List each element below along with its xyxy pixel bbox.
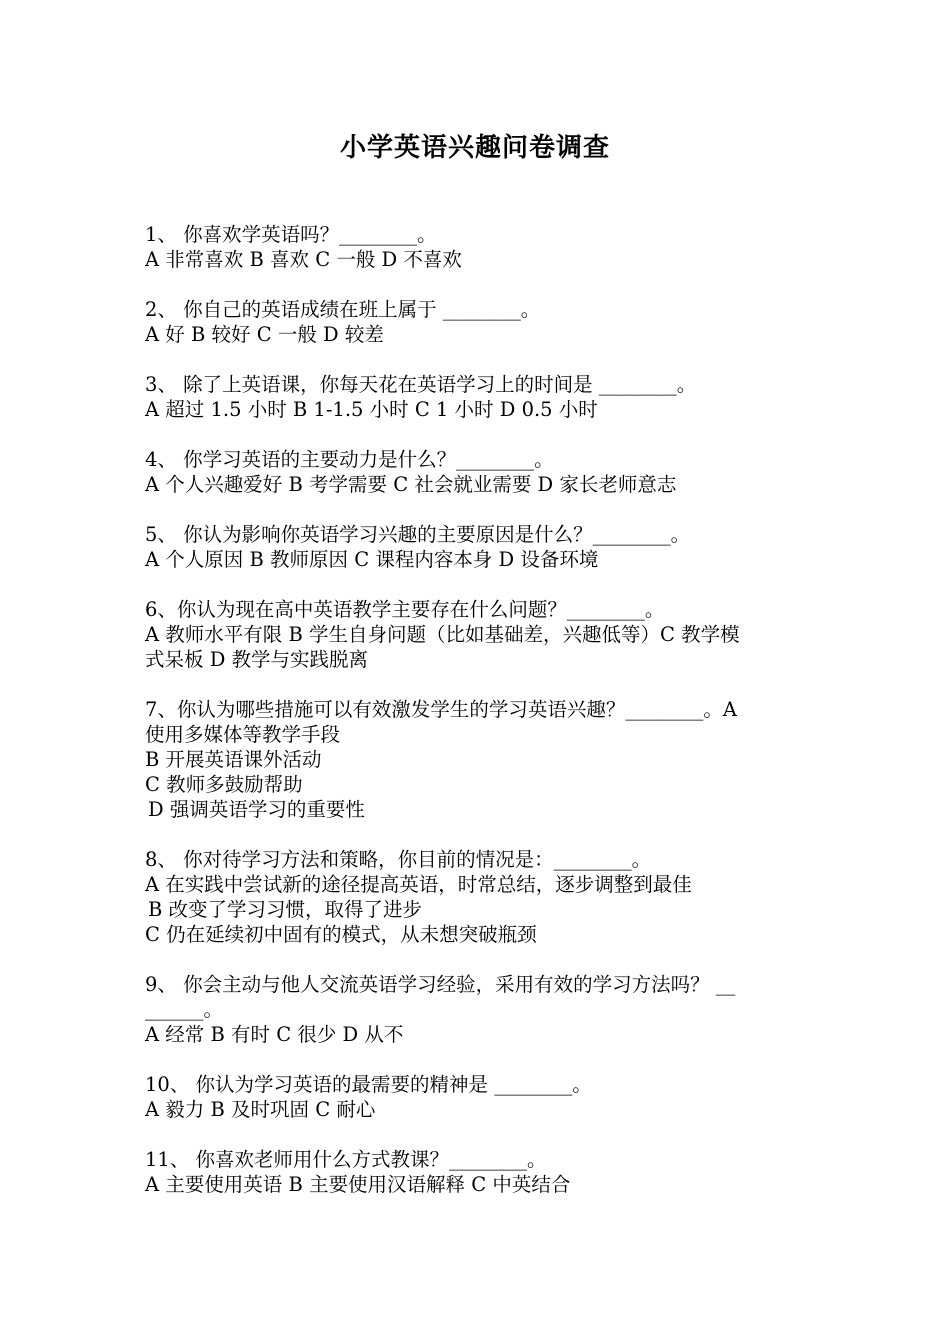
answer-options: A 非常喜欢 B 喜欢 C 一般 D 不喜欢 bbox=[145, 248, 462, 271]
question-7 bbox=[145, 697, 813, 822]
answer-options-line-1: A 教师水平有限 B 学生自身问题（比如基础差，兴趣低等）C 教学模 bbox=[145, 623, 740, 646]
answer-option-a: A 在实践中尝试新的途径提高英语，时常总结，逐步调整到最佳 bbox=[145, 873, 692, 896]
question-text: 6、你认为现在高中英语教学主要存在什么问题？________。 bbox=[145, 598, 665, 621]
question-2 bbox=[145, 297, 813, 347]
answer-options: A 好 B 较好 C 一般 D 较差 bbox=[145, 323, 384, 346]
question-text: 5、 你认为影响你英语学习兴趣的主要原因是什么？________。 bbox=[145, 523, 691, 546]
answer-option-b: B 开展英语课外活动 bbox=[145, 748, 322, 771]
answer-options: A 超过 1.5 小时 B 1-1.5 小时 C 1 小时 D 0.5 小时 bbox=[145, 398, 598, 421]
answer-options: A 主要使用英语 B 主要使用汉语解释 C 中英结合 bbox=[145, 1173, 571, 1196]
answer-option-c: C 仍在延续初中固有的模式，从未想突破瓶颈 bbox=[145, 923, 537, 946]
question-3 bbox=[145, 372, 813, 422]
answer-option-a: 使用多媒体等教学手段 bbox=[145, 723, 341, 746]
question-1 bbox=[145, 222, 813, 272]
answer-options: A 个人原因 B 教师原因 C 课程内容本身 D 设备环境 bbox=[145, 548, 599, 571]
question-6 bbox=[145, 597, 813, 672]
question-text: 9、 你会主动与他人交流英语学习经验，采用有效的学习方法吗？ __ bbox=[145, 973, 736, 996]
question-8 bbox=[145, 847, 813, 947]
question-text: 4、 你学习英语的主要动力是什么？________。 bbox=[145, 448, 554, 471]
questionnaire-body bbox=[145, 222, 813, 1222]
question-5 bbox=[145, 522, 813, 572]
question-text: 7、你认为哪些措施可以有效激发学生的学习英语兴趣？________。A bbox=[145, 698, 737, 721]
question-4 bbox=[145, 447, 813, 497]
answer-options: A 经常 B 有时 C 很少 D 从不 bbox=[145, 1023, 404, 1046]
answer-options-line-2: 式呆板 D 教学与实践脱离 bbox=[145, 648, 369, 671]
answer-options: A 个人兴趣爱好 B 考学需要 C 社会就业需要 D 家长老师意志 bbox=[145, 473, 677, 496]
question-text: 1、 你喜欢学英语吗？________。 bbox=[145, 223, 437, 246]
question-10 bbox=[145, 1072, 813, 1122]
answer-option-d: D 强调英语学习的重要性 bbox=[148, 798, 365, 821]
answer-options: A 毅力 B 及时巩固 C 耐心 bbox=[145, 1098, 376, 1121]
question-text: 2、 你自己的英语成绩在班上属于 ________。 bbox=[145, 298, 541, 321]
question-text: 3、 除了上英语课，你每天花在英语学习上的时间是 ________。 bbox=[145, 373, 697, 396]
answer-option-c: C 教师多鼓励帮助 bbox=[145, 773, 303, 796]
question-text: 10、 你认为学习英语的最需要的精神是 ________。 bbox=[145, 1073, 592, 1096]
question-text: 8、 你对待学习方法和策略，你目前的情况是：________。 bbox=[145, 848, 652, 871]
question-9 bbox=[145, 972, 813, 1047]
answer-option-b: B 改变了学习习惯，取得了进步 bbox=[148, 898, 423, 921]
question-text: 11、 你喜欢老师用什么方式教课？________。 bbox=[145, 1148, 547, 1171]
question-11 bbox=[145, 1147, 813, 1197]
question-text-continued: ______。 bbox=[145, 998, 224, 1021]
page-title: 小学英语兴趣问卷调查 bbox=[339, 133, 610, 163]
